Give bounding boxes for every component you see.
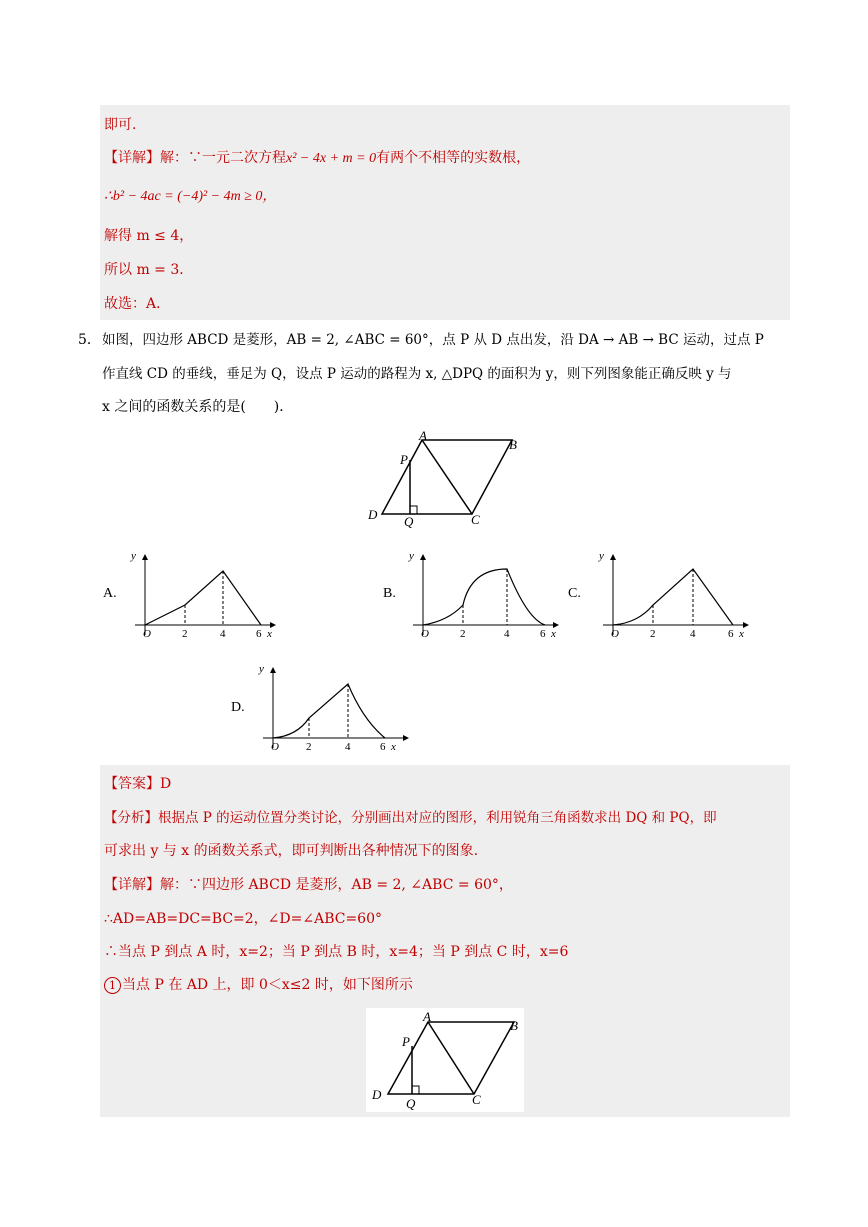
analysis-line [104,809,717,827]
rhombus-figure [360,428,530,528]
text-line: 即可. [104,117,137,133]
svg-text:4: 4 [504,628,510,640]
question-line: 作直线 CD 的垂线，垂足为 Q，设点 P 运动的路程为 x, △DPQ 的面积为 y，则下列图象能正确反映 y 与 [102,366,732,382]
label-P: P [402,1034,410,1049]
detail-text: 解：∵四边形 ABCD 是菱形，AB = 2, ∠ABC = 60°， [160,877,513,893]
option-d-label: D. [231,700,245,715]
svg-text:x: x [391,741,396,753]
solution-block-answer [100,765,790,1117]
svg-text:6: 6 [256,628,262,640]
analysis-line: 可求出 y 与 x 的函数关系式，即可判断出各种情况下的图象. [104,843,479,859]
option-c-label: C. [568,586,581,601]
svg-text:4: 4 [345,741,351,753]
analysis-text: 根据点 P 的运动位置分类讨论，分别画出对应的图形，利用锐角三角函数求出 DQ 和 PQ，即 [158,810,717,826]
graph-option-d [253,662,413,757]
rhombus-figure-case-1 [366,1008,524,1112]
svg-text:x: x [551,628,556,640]
svg-text:O: O [611,628,619,640]
label-C: C [472,1092,481,1107]
label-B: B [510,1018,518,1033]
analysis-tag: 【分析】 [104,810,158,826]
label-D: D [368,507,378,522]
svg-text:6: 6 [380,741,386,753]
detail-text: 当点 P 在 AD 上，即 0＜x≤2 时，如下图所示 [122,977,413,993]
graph-option-a [125,547,280,642]
svg-text:2: 2 [650,628,656,640]
question-line: x 之间的函数关系的是( )． [102,399,294,415]
detail-line: ∴当点 P 到点 A 时，x=2；当 P 到点 B 时，x=4；当 P 到点 C 时，x=6 [104,944,569,960]
svg-text:O: O [421,628,429,640]
label-A: A [419,428,427,443]
circled-number: 1 [104,977,121,994]
text-line: ∴b² − 4ac = (−4)² − 4m ≥ 0， [104,189,277,204]
text-line: 解得 m ≤ 4， [104,228,194,244]
svg-text:y: y [599,550,604,562]
question-number: 5． [78,332,101,348]
detail-text: 解：∵一元二次方程 [160,150,286,166]
text-line: 所以 m = 3． [104,262,194,278]
text-line [104,149,530,168]
detail-tag: 【详解】 [104,877,160,893]
answer-line [104,775,171,793]
label-P: P [400,452,408,467]
svg-text:y: y [409,550,414,562]
option-b-label: B. [383,586,396,601]
svg-text:O: O [271,741,279,753]
detail-line: ∴AD=AB=DC=BC=2，∠D=∠ABC=60° [104,911,382,927]
option-a-label: A. [103,586,117,601]
svg-text:y: y [131,550,136,562]
graph-option-c [593,547,753,642]
label-B: B [509,437,517,452]
svg-text:2: 2 [306,741,312,753]
label-Q: Q [404,514,414,528]
svg-text:2: 2 [182,628,188,640]
svg-text:6: 6 [728,628,734,640]
svg-text:2: 2 [460,628,466,640]
svg-text:y: y [259,663,264,675]
label-Q: Q [406,1096,416,1111]
solution-block-top [100,105,790,320]
label-D: D [372,1087,382,1102]
svg-text:O: O [143,628,151,640]
label-C: C [471,512,480,527]
graph-option-b [403,547,563,642]
svg-text:x: x [267,628,272,640]
svg-text:x: x [739,628,744,640]
detail-text: 有两个不相等的实数根， [376,150,531,166]
answer-value: D [160,776,172,792]
text-line: 故选：A． [104,296,171,312]
equation: x² − 4x + m = 0 [286,151,377,166]
detail-tag: 【详解】 [104,150,160,166]
label-A: A [423,1009,431,1024]
svg-text:4: 4 [690,628,696,640]
detail-line [104,876,513,894]
question-line: 如图，四边形 ABCD 是菱形，AB = 2, ∠ABC = 60°，点 P 从 D 点出发，沿 DA → AB → BC 运动，过点 P [102,332,764,348]
svg-text:4: 4 [220,628,226,640]
svg-text:6: 6 [540,628,546,640]
detail-line [104,976,413,994]
answer-tag: 【答案】 [104,776,160,792]
